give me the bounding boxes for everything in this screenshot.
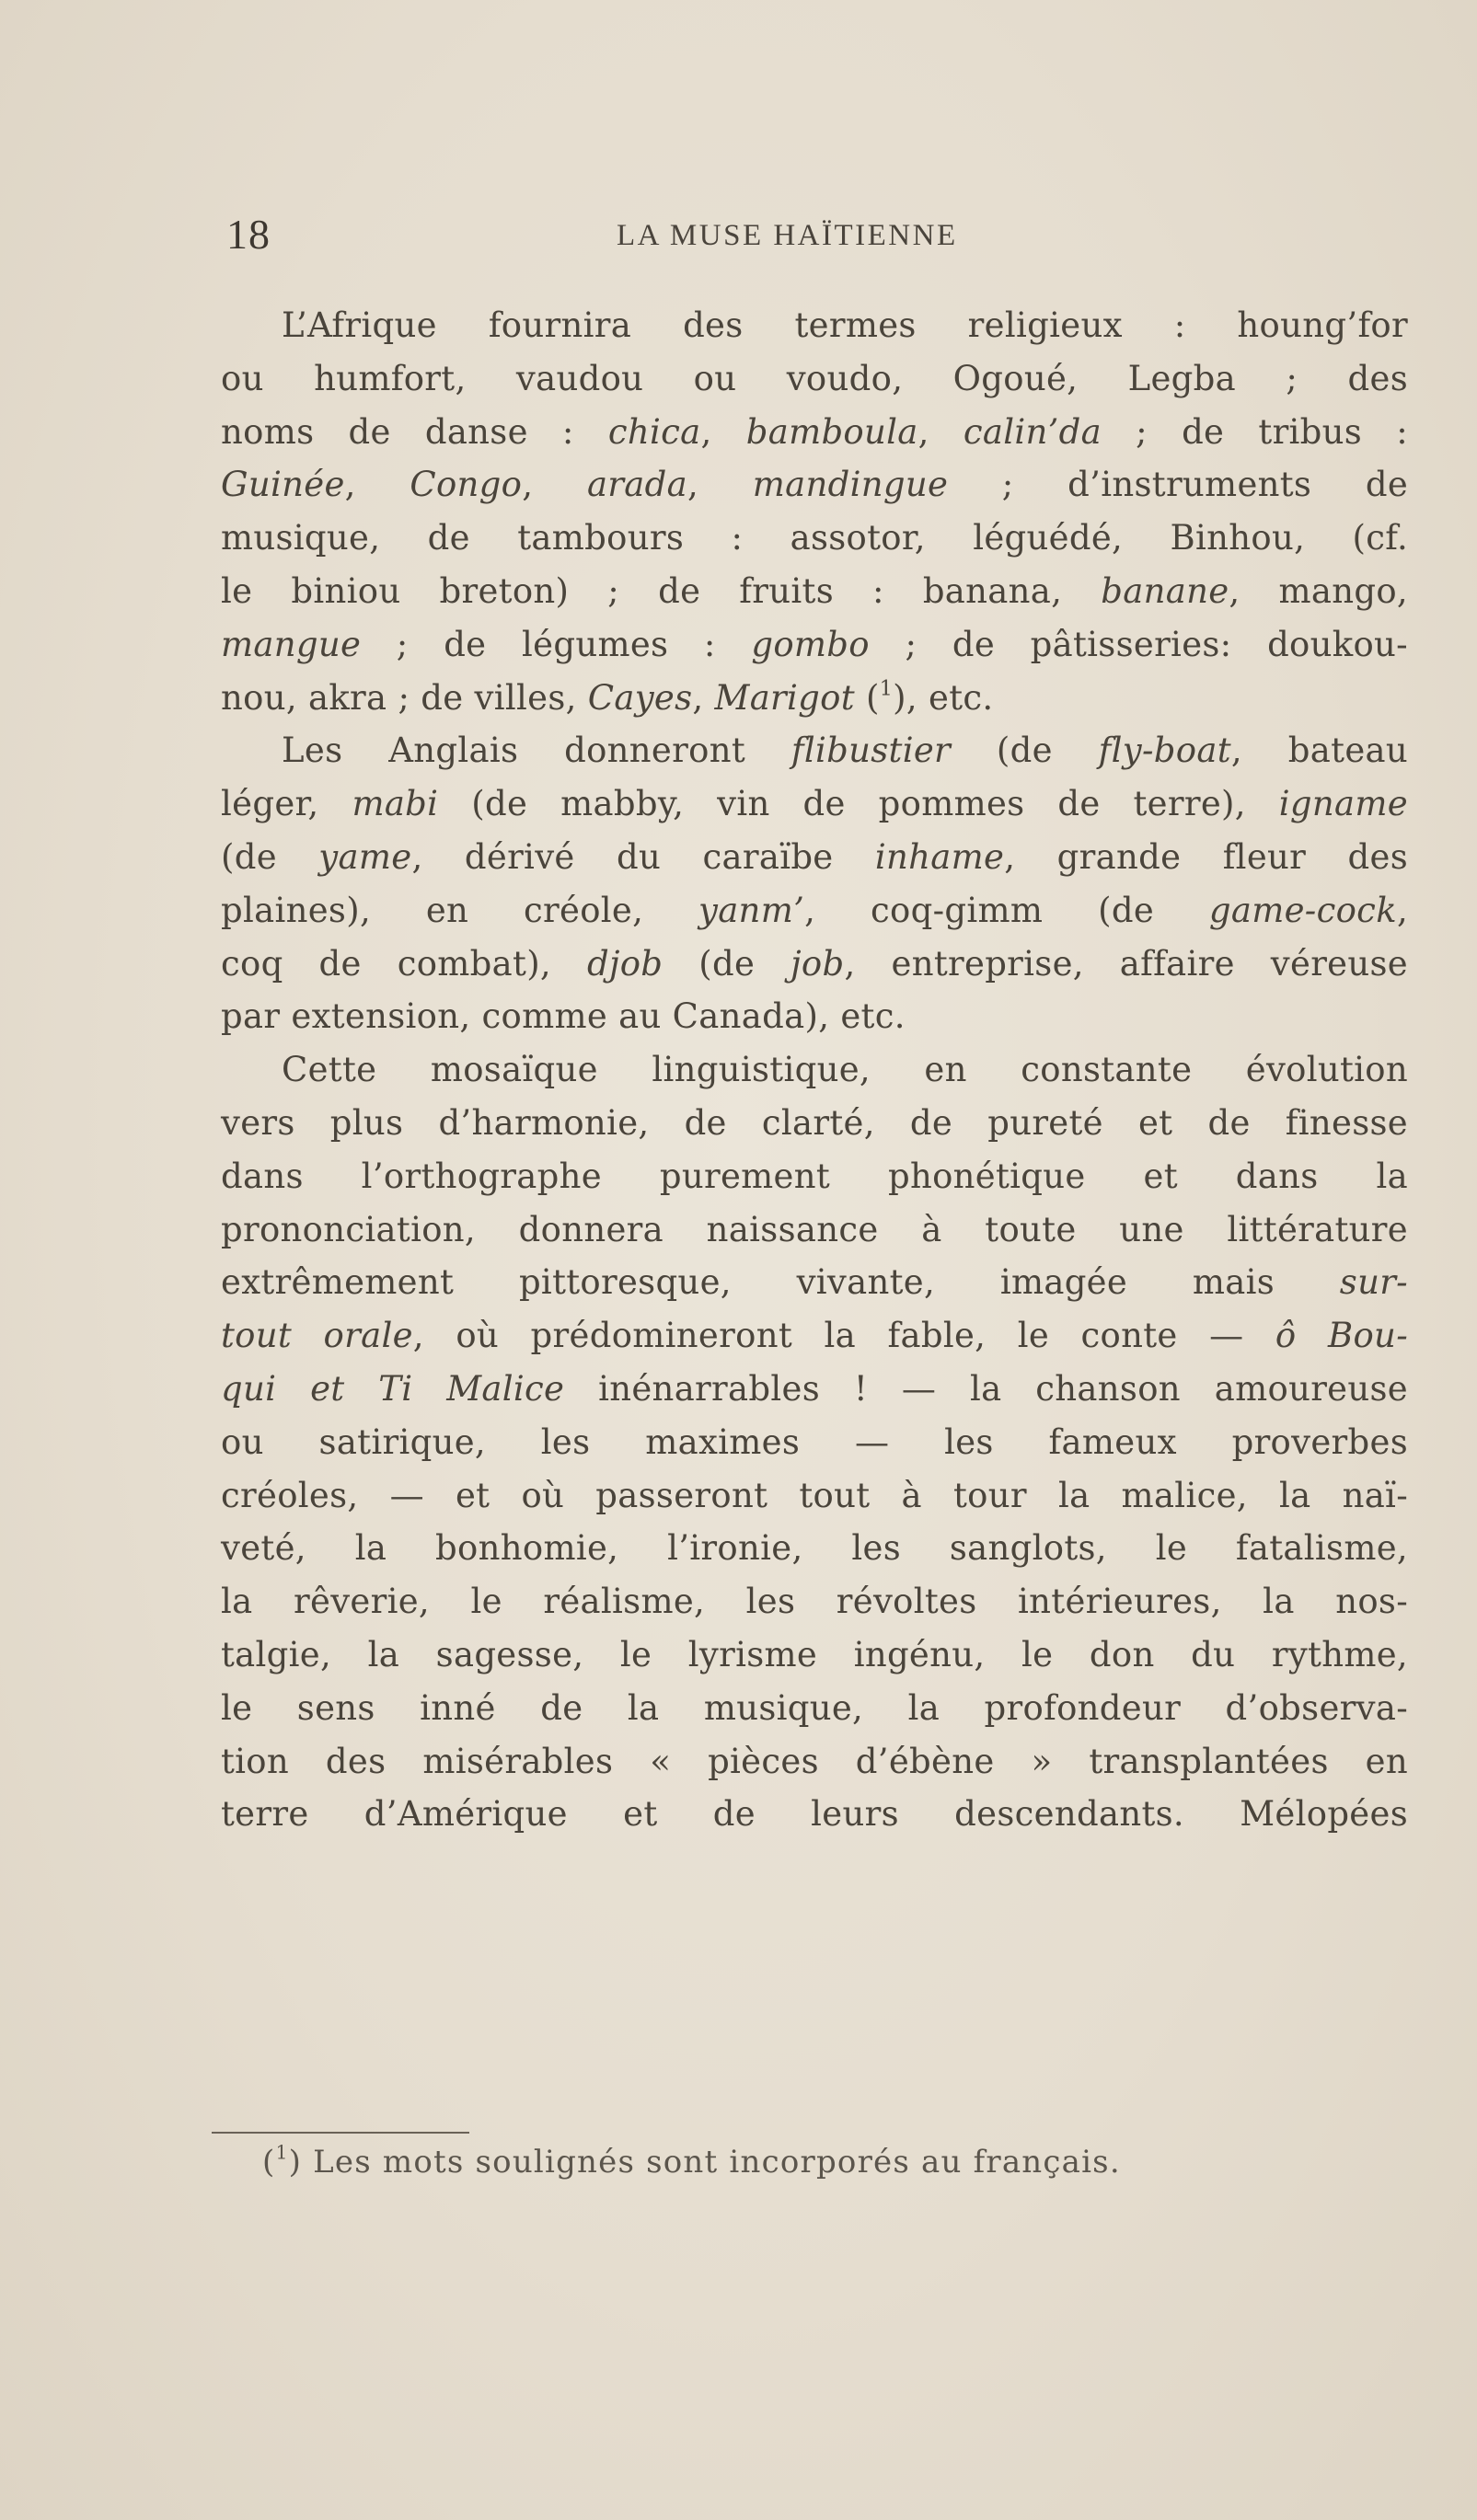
text-line (221, 352, 1408, 406)
text-line (221, 1363, 1408, 1416)
text-line (221, 458, 1408, 512)
italic-term: job (790, 943, 845, 984)
text-run: dans l’orthographe purement phonétique et dans la (221, 1156, 1408, 1196)
text-line (221, 938, 1408, 991)
page-number: 18 (226, 211, 271, 258)
text-line (221, 618, 1408, 672)
text-run: terre d’Amérique et de leurs descendants. Mélopées (221, 1794, 1408, 1835)
text-run: (de (663, 943, 791, 984)
italic-term: inhame (874, 836, 1005, 877)
text-run: , où prédomineront la fable, le conte — (412, 1316, 1275, 1356)
text-line (221, 1628, 1408, 1682)
italic-term: chica (607, 411, 701, 452)
text-run: musique, de tambours : assotor, léguédé, Binhou, (cf. (221, 518, 1408, 558)
italic-term: igname (1278, 784, 1408, 824)
text-run: vers plus d’harmonie, de clarté, de pureté et de finesse (221, 1102, 1408, 1143)
text-run: créoles, — et où passeront tout à tour la malice, la naï- (221, 1475, 1408, 1515)
italic-term: mabi (352, 784, 439, 824)
text-line (221, 672, 1408, 725)
text-run: le biniou breton) ; de fruits : banana, (221, 570, 1102, 611)
text-run: léger, (221, 784, 352, 824)
text-run: Cette mosaïque linguistique, en constante évolution (282, 1050, 1408, 1090)
text-line (221, 1469, 1408, 1523)
text-run: , grande fleur des (1004, 836, 1408, 877)
text-line (221, 1097, 1408, 1150)
text-run: nou, akra ; de villes, (221, 677, 588, 718)
text-line (221, 1150, 1408, 1203)
text-line (221, 1256, 1408, 1309)
italic-term: flibustier (790, 731, 952, 771)
footnote-ref: 1 (879, 676, 894, 701)
text-line (221, 724, 1408, 777)
running-head (221, 210, 1408, 265)
italic-term: arada (586, 465, 688, 505)
text-run: tion des misérables « pièces d’ébène » transplantées en (221, 1741, 1408, 1781)
text-line (221, 1682, 1408, 1735)
text-run: extrêmement pittoresque, vivante, imagée mais (221, 1262, 1340, 1303)
text-run: (de (951, 731, 1099, 771)
text-run: noms de danse : (221, 411, 608, 452)
text-run: ou satirique, les maximes — les fameux proverbes (221, 1421, 1408, 1462)
text-run: ; d’instruments de (948, 465, 1409, 505)
text-line (221, 831, 1408, 884)
text-run: , (522, 465, 587, 505)
text-run: ; de légumes : (361, 624, 752, 664)
text-line (221, 1735, 1408, 1789)
text-run: L’Afrique fournira des termes religieux : houng’for (282, 305, 1408, 345)
text-run: , (344, 465, 410, 505)
text-run: , (692, 677, 715, 718)
paragraph (221, 724, 1408, 1043)
text-run: par extension, comme au Canada), etc. (221, 996, 906, 1037)
text-run: , mango, (1229, 570, 1408, 611)
italic-term: game-cock (1208, 890, 1397, 930)
text-run: (de mabby, vin de pommes de terre), (438, 784, 1279, 824)
italic-term: ô Bou- (1275, 1316, 1408, 1356)
text-run: ( (854, 677, 880, 718)
text-line (221, 777, 1408, 831)
text-line (221, 1522, 1408, 1575)
text-run: Les Anglais donneront (282, 731, 791, 771)
text-run: , entreprise, affaire véreuse (844, 943, 1408, 984)
italic-term: gombo (751, 624, 870, 664)
text-run: veté, la bonhomie, l’ironie, les sanglots, le fatalisme, (221, 1528, 1408, 1569)
italic-term: tout orale (221, 1316, 413, 1356)
text-run: inénarrables ! — la chanson amoureuse (564, 1368, 1408, 1409)
italic-term: yanm’ (698, 890, 805, 930)
text-run: plaines), en créole, (221, 890, 698, 930)
text-line (221, 512, 1408, 565)
running-title: LA MUSE HAÏTIENNE (617, 219, 958, 252)
italic-term: yame (318, 836, 412, 877)
text-run: , bateau (1230, 731, 1409, 771)
text-line (221, 1043, 1408, 1097)
text-run: talgie, la sagesse, le lyrisme ingénu, le don du rythme, (221, 1634, 1408, 1674)
text-line (221, 1309, 1408, 1363)
text-line (221, 565, 1408, 618)
text-run: , dérivé du caraïbe (411, 836, 875, 877)
text-line (221, 1416, 1408, 1469)
text-run: ; de tribus : (1102, 411, 1408, 452)
italic-term: djob (586, 943, 663, 984)
italic-term: fly-boat (1098, 731, 1231, 771)
text-line (221, 1203, 1408, 1257)
italic-term: Marigot (714, 677, 855, 718)
footnote-rule (212, 2132, 469, 2134)
text-run: le sens inné de la musique, la profondeur d’observa- (221, 1687, 1408, 1728)
italic-term: Guinée (221, 465, 345, 505)
text-run: ; de pâtisseries: doukou- (869, 624, 1408, 664)
text-line (221, 406, 1408, 459)
text-run: ou humfort, vaudou ou voudo, Ogoué, Legba ; des (221, 358, 1408, 398)
footnote-text: Les mots soulignés sont incorporés au français. (302, 2144, 1121, 2181)
text-run: , (917, 411, 964, 452)
italic-term: mangue (221, 624, 362, 664)
body-text (221, 299, 1408, 1841)
paragraph (221, 1043, 1408, 1841)
text-run: , (700, 411, 746, 452)
text-run: , (1396, 890, 1408, 930)
italic-term: Congo (410, 465, 523, 505)
text-line (221, 1788, 1408, 1841)
text-line (221, 1575, 1408, 1628)
text-line (221, 990, 1408, 1043)
text-run: , coq-gimm (de (804, 890, 1209, 930)
italic-term: qui et Ti Malice (221, 1368, 565, 1409)
italic-term: banane (1101, 570, 1229, 611)
italic-term: calin’da (963, 411, 1102, 452)
paragraph (221, 299, 1408, 724)
text-run: coq de combat), (221, 943, 587, 984)
text-line (221, 884, 1408, 938)
text-run: la rêverie, le réalisme, les révoltes intérieures, la nos- (221, 1582, 1408, 1622)
footnote-mark: 1 (275, 2141, 289, 2164)
italic-term: Cayes (587, 677, 693, 718)
text-run: , (687, 465, 753, 505)
text-run: (de (221, 836, 319, 877)
italic-term: bamboula (745, 411, 918, 452)
text-line (221, 299, 1408, 352)
italic-term: mandingue (752, 465, 949, 505)
text-run: ), etc. (893, 677, 994, 718)
italic-term: sur- (1339, 1262, 1408, 1303)
text-run: prononciation, donnera naissance à toute une littérature (221, 1209, 1408, 1249)
footnote: ($^1$) Les mots soulignés sont incorporés au français. (262, 2141, 1121, 2181)
